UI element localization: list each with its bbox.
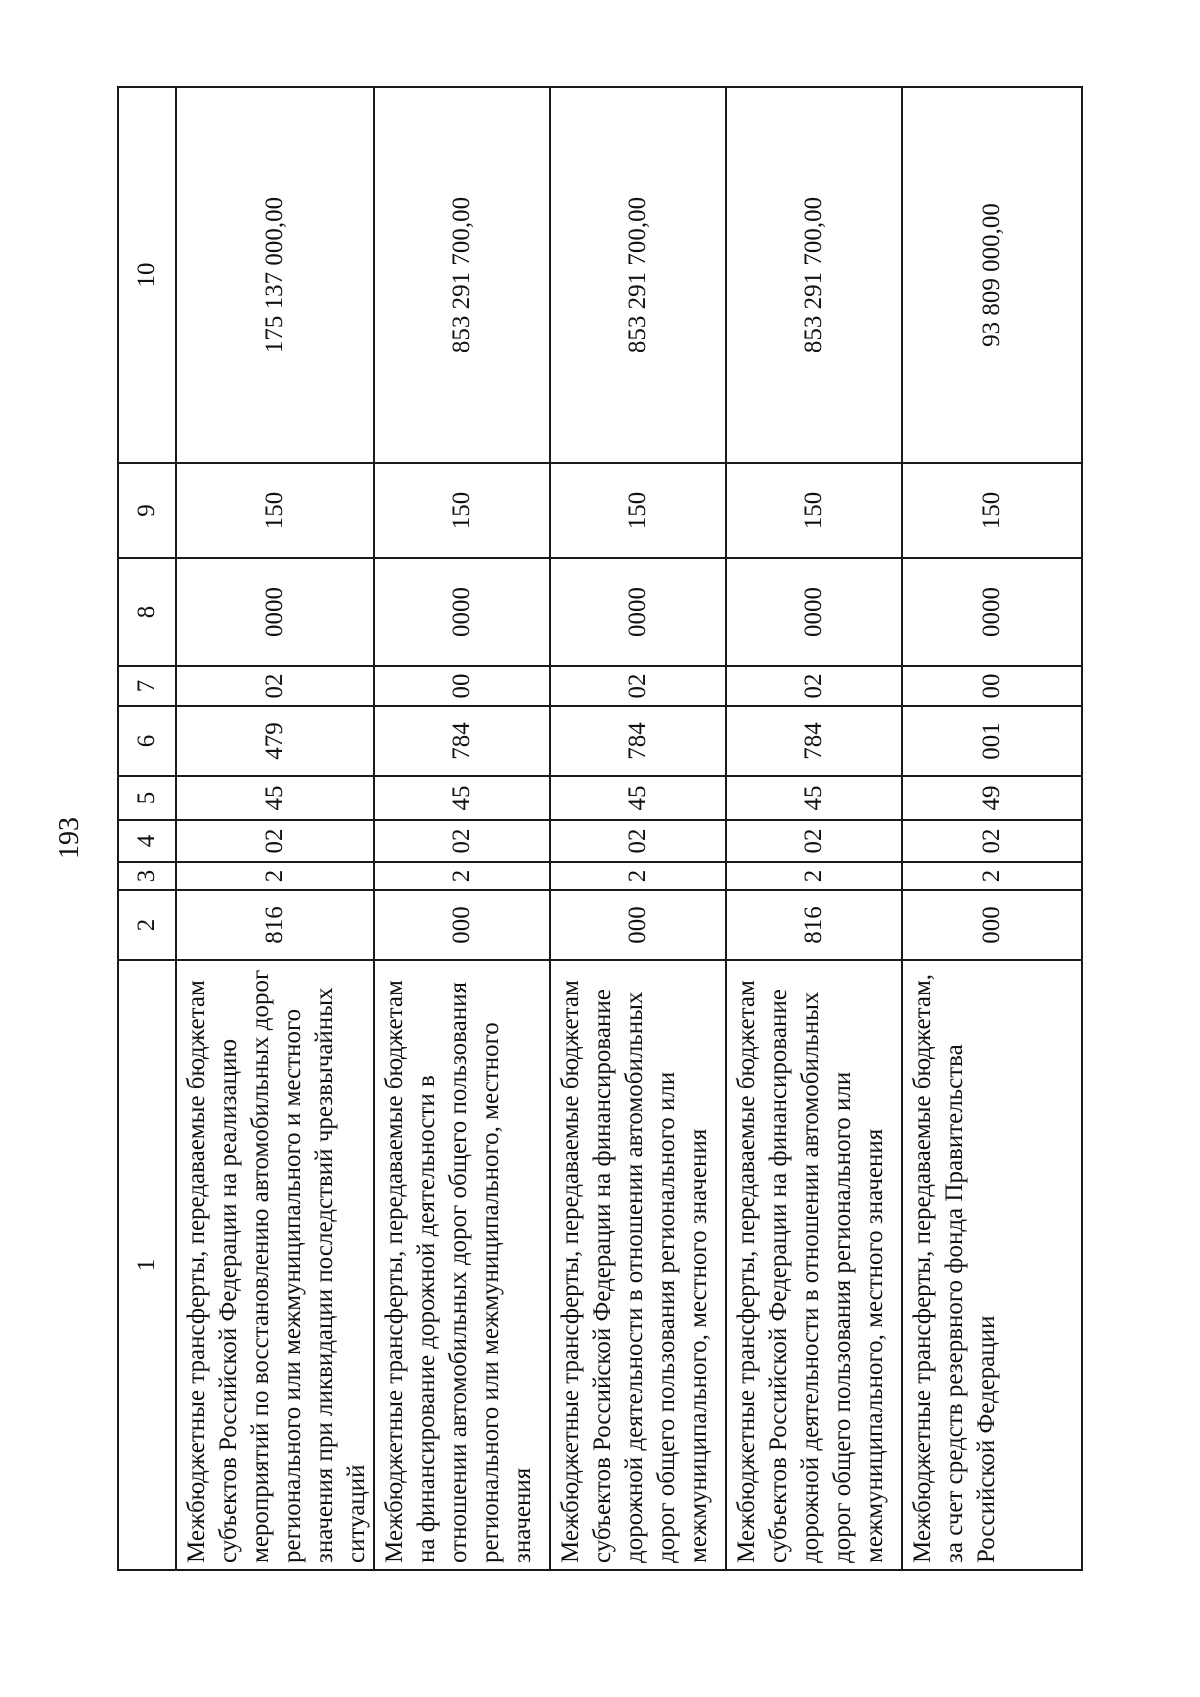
code-cell: 45: [374, 776, 550, 820]
code-cell: 0000: [726, 558, 902, 666]
code-cell: 479: [176, 706, 374, 776]
column-header: 9: [118, 463, 176, 558]
amount-cell: 93 809 000,00: [902, 87, 1082, 463]
code-cell: 150: [726, 463, 902, 558]
code-cell: 000: [550, 890, 726, 960]
column-header: 10: [118, 87, 176, 463]
code-cell: 001: [902, 706, 1082, 776]
table-row: [902, 87, 1082, 1570]
code-cell: 2: [550, 862, 726, 890]
column-header: 1: [118, 960, 176, 1570]
table-row: [726, 87, 902, 1570]
code-cell: 0000: [374, 558, 550, 666]
budget-table-wrapper: [117, 88, 1059, 1571]
column-header: 3: [118, 862, 176, 890]
code-cell: 150: [176, 463, 374, 558]
code-cell: 49: [902, 776, 1082, 820]
code-cell: 02: [550, 820, 726, 862]
code-cell: 150: [550, 463, 726, 558]
row-description: Межбюджетные трансферты, передаваемые бюджетам субъектов Российской Федерации на реализацию мероприятий по восстановлению автомобильных дорог регионального или межмуниципального и местного значения при ликвидации последствий чрезвычайных ситуаций: [176, 960, 374, 1570]
code-cell: 02: [176, 820, 374, 862]
row-description: Межбюджетные трансферты, передаваемые бюджетам субъектов Российской Федерации на финансирование дорожной деятельности в отношении автомобильных дорог общего пользования регионального или межмуниципального, местного значения: [726, 960, 902, 1570]
code-cell: 000: [374, 890, 550, 960]
code-cell: 02: [726, 820, 902, 862]
code-cell: 02: [374, 820, 550, 862]
code-cell: 784: [550, 706, 726, 776]
code-cell: 0000: [176, 558, 374, 666]
code-cell: 02: [176, 666, 374, 706]
code-cell: 00: [902, 666, 1082, 706]
row-description: Межбюджетные трансферты, передаваемые бюджетам на финансирование дорожной деятельности в отношении автомобильных дорог общего пользования регионального или межмуниципального, местного значения: [374, 960, 550, 1570]
budget-table: [117, 86, 1083, 1571]
amount-cell: 853 291 700,00: [550, 87, 726, 463]
page-number: 193: [54, 817, 85, 859]
code-cell: 2: [176, 862, 374, 890]
header-row: [118, 87, 176, 1570]
code-cell: 784: [374, 706, 550, 776]
code-cell: 2: [374, 862, 550, 890]
column-header: 4: [118, 820, 176, 862]
code-cell: 02: [902, 820, 1082, 862]
code-cell: 000: [902, 890, 1082, 960]
table-row: [374, 87, 550, 1570]
code-cell: 784: [726, 706, 902, 776]
amount-cell: 853 291 700,00: [726, 87, 902, 463]
row-description: Межбюджетные трансферты, передаваемые бюджетам субъектов Российской Федерации на финансирование дорожной деятельности в отношении автомобильных дорог общего пользования регионального или межмуниципального, местного значения: [550, 960, 726, 1570]
table-row: [176, 87, 374, 1570]
code-cell: 816: [176, 890, 374, 960]
column-header: 6: [118, 706, 176, 776]
code-cell: 0000: [902, 558, 1082, 666]
code-cell: 45: [176, 776, 374, 820]
code-cell: 45: [726, 776, 902, 820]
code-cell: 150: [374, 463, 550, 558]
code-cell: 150: [902, 463, 1082, 558]
code-cell: 816: [726, 890, 902, 960]
code-cell: 0000: [550, 558, 726, 666]
column-header: 7: [118, 666, 176, 706]
row-description: Межбюджетные трансферты, передаваемые бюджетам, за счет средств резервного фонда Правительства Российской Федерации: [902, 960, 1082, 1570]
code-cell: 2: [902, 862, 1082, 890]
code-cell: 02: [550, 666, 726, 706]
code-cell: 45: [550, 776, 726, 820]
code-cell: 00: [374, 666, 550, 706]
amount-cell: 175 137 000,00: [176, 87, 374, 463]
code-cell: 02: [726, 666, 902, 706]
column-header: 8: [118, 558, 176, 666]
column-header: 5: [118, 776, 176, 820]
code-cell: 2: [726, 862, 902, 890]
amount-cell: 853 291 700,00: [374, 87, 550, 463]
table-row: [550, 87, 726, 1570]
column-header: 2: [118, 890, 176, 960]
